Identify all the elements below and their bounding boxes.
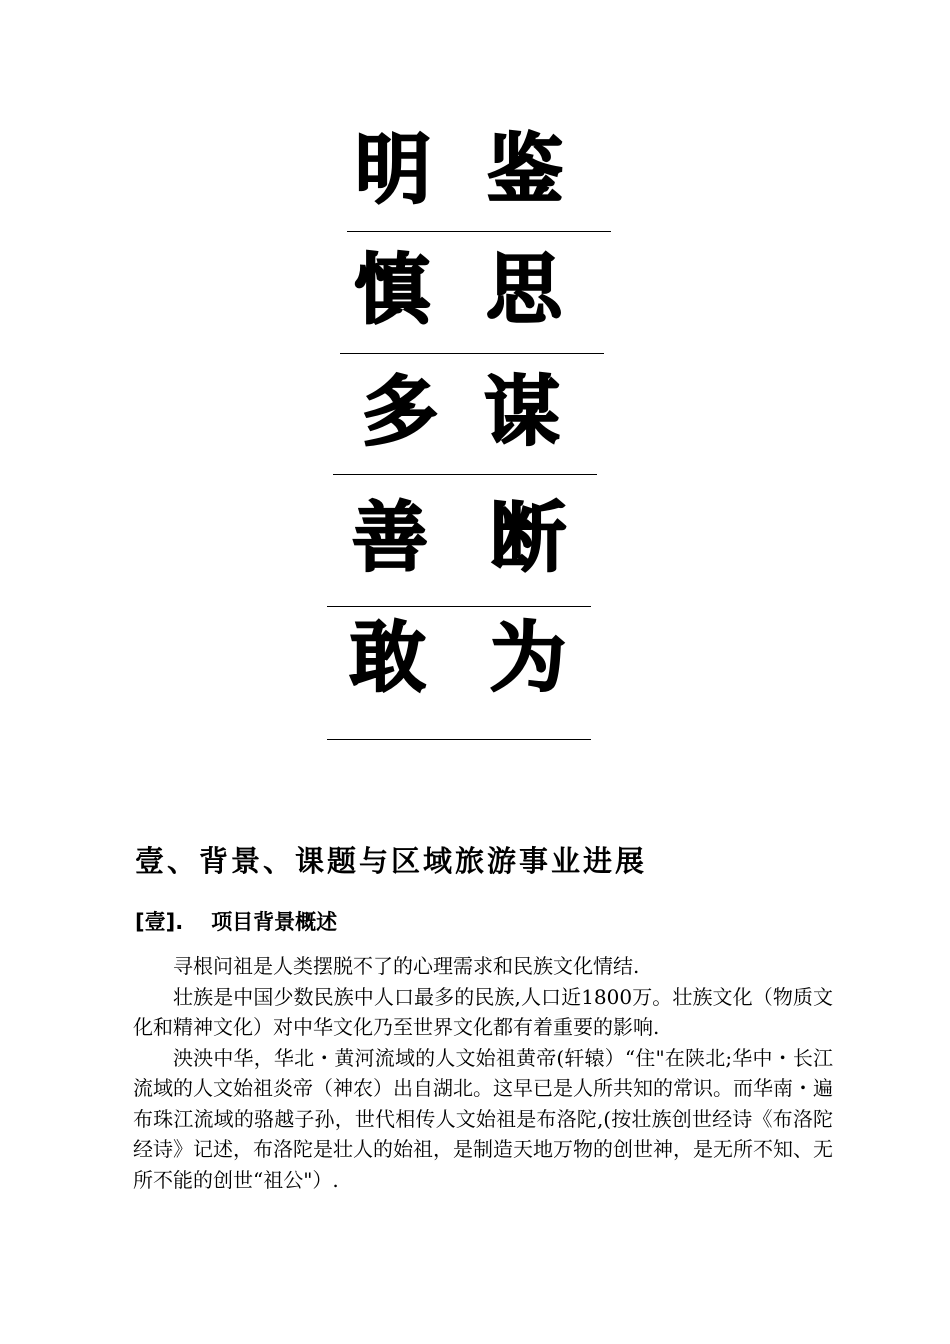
motto-char: 断 xyxy=(490,493,566,582)
body-text xyxy=(133,951,833,1195)
motto-char: 敢 xyxy=(350,613,426,702)
motto-char: 思 xyxy=(486,245,562,334)
motto-char: 谋 xyxy=(484,367,560,456)
motto-char: 善 xyxy=(352,493,428,582)
subsection-heading xyxy=(135,906,337,936)
motto-char: 鉴 xyxy=(487,125,563,214)
motto-divider xyxy=(327,606,591,607)
motto-divider xyxy=(347,231,611,232)
subsection-number: [壹]. xyxy=(135,910,184,934)
motto-char: 慎 xyxy=(354,245,430,334)
subsection-title: 项目背景概述 xyxy=(211,910,338,934)
paragraph: 泱泱中华，华北・黄河流域的人文始祖黄帝(轩辕）“住"在陕北;华中・长江流域的人文始祖炎帝（神农）出自湖北。这早已是人所共知的常识。而华南・遍布珠江流域的骆越子孙，世代相传人文始祖是布洛陀,(按壮族创世经诗《布洛陀经诗》记述，布洛陀是壮人的始祖，是制造天地万物的创世神，是无所不知、无所不能的创世“祖公"）. xyxy=(133,1045,833,1192)
motto-char: 明 xyxy=(355,125,431,214)
motto-divider xyxy=(327,739,591,740)
section-title: 壹、背景、课题与区域旅游事业进展 xyxy=(135,844,648,878)
motto-char: 多 xyxy=(362,367,438,456)
motto-divider xyxy=(333,474,597,475)
motto-char: 为 xyxy=(490,613,566,702)
motto-divider xyxy=(340,353,604,354)
paragraph: 壮族是中国少数民族中人口最多的民族,人口近1800万。壮族文化（物质文化和精神文化）对中华文化乃至世界文化都有着重要的影响. xyxy=(133,984,833,1039)
paragraph: 寻根问祖是人类摆脱不了的心理需求和民族文化情结. xyxy=(173,954,640,978)
